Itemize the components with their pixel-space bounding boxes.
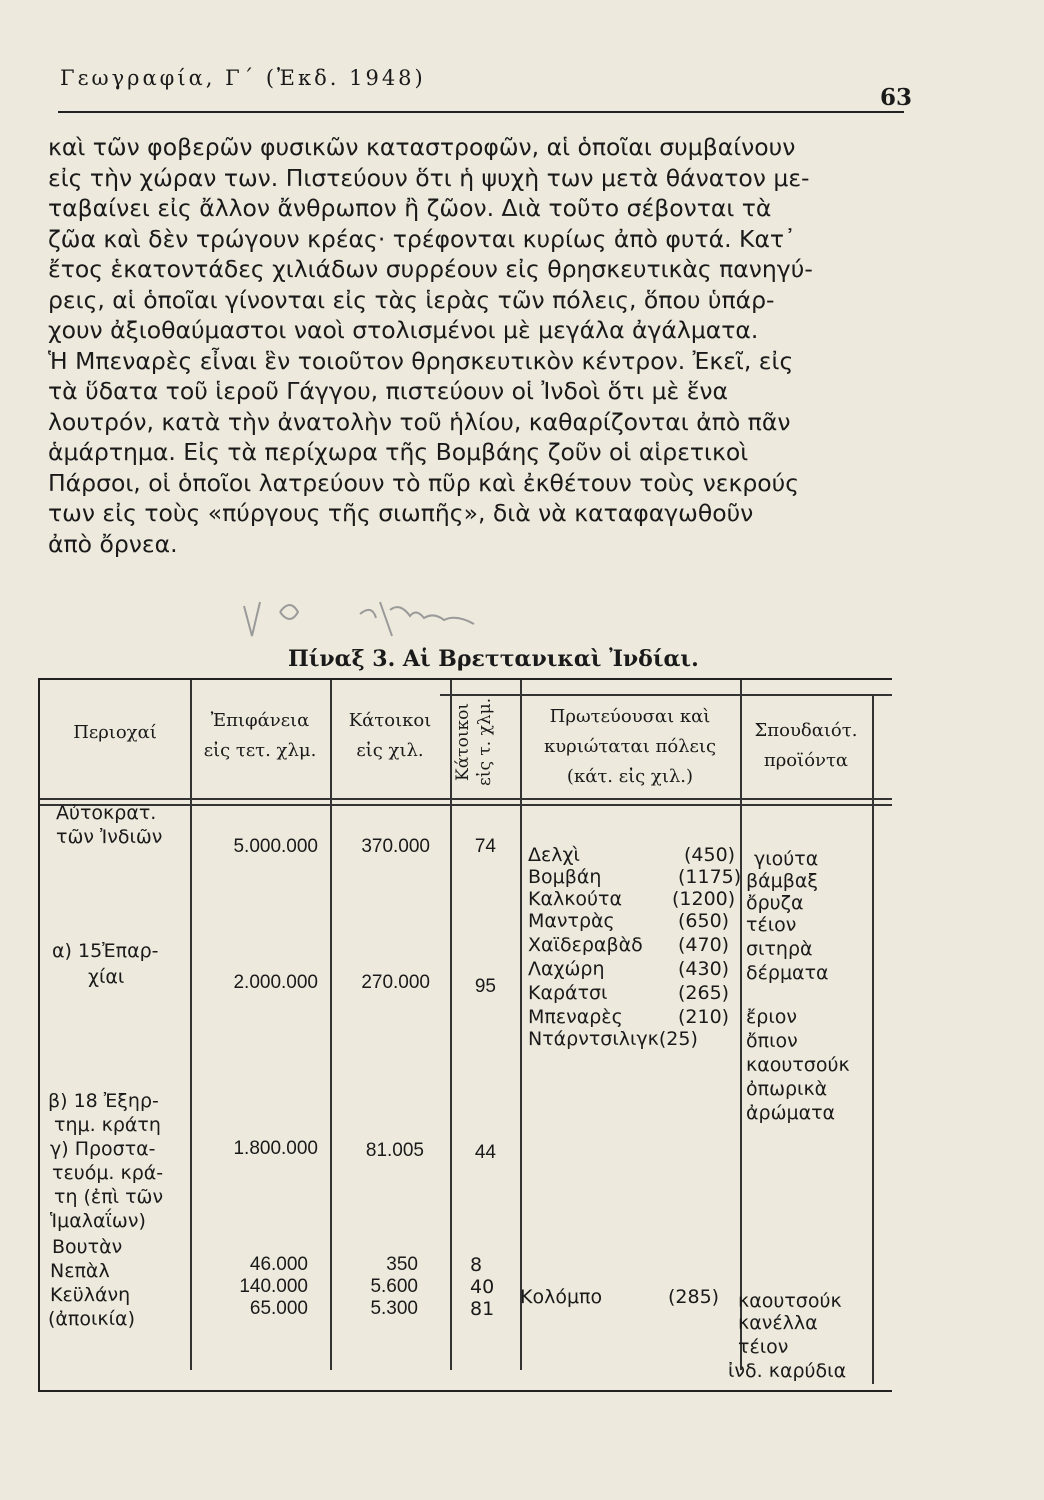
product-item: ὄρυζα [746, 892, 804, 914]
page-number: 63 [880, 84, 913, 111]
city-name: Ντάρντσιλιγκ [528, 1028, 659, 1050]
region-label: α) 15Ἐπαρ- [52, 940, 159, 962]
city-name: Βομβάη [528, 866, 602, 888]
city-population: (650) [678, 910, 730, 932]
region-label: τη (ἐπὶ τῶν [54, 1186, 164, 1208]
header-capitals-line2: κυριώταται πόλεις [543, 736, 717, 757]
city-population: (1175) [678, 866, 742, 888]
city-population: (25) [658, 1028, 698, 1050]
region-label: τευόμ. κρά- [52, 1162, 164, 1184]
header-bottom-rule [40, 798, 892, 800]
city-entry [528, 866, 742, 888]
city-name: Δελχὶ [528, 844, 580, 866]
density-value: 74 [474, 836, 496, 857]
product-item: ὀπωρικὰ [746, 1078, 828, 1100]
header-area [190, 706, 330, 766]
city-name: Λαχώρη [528, 958, 605, 980]
header-density: Κάτοικοι εἰς τ. χλμ. [453, 697, 495, 787]
product-item: βάμβαξ [746, 870, 818, 892]
header-area-line1: Ἐπιφάνεια [210, 710, 310, 731]
column-divider [740, 680, 742, 1370]
text-line: Πάρσοι, οἱ ὁποῖοι λατρεύουν τὸ πῦρ καὶ ἐκθέτουν τοὺς νεκρούς [48, 468, 800, 497]
text-line: εἰς τὴν χώραν των. Πιστεύουν ὅτι ἡ ψυχὴ των μετὰ θάνατον με- [48, 163, 810, 192]
population-value: 5.600 [370, 1276, 418, 1297]
product-item: καουτσούκ [738, 1290, 842, 1312]
text-line: ἀπὸ ὄρνεα. [48, 529, 178, 558]
city-name: Καλκούτα [528, 888, 623, 910]
city-population: (210) [678, 1006, 730, 1028]
city-entry [528, 888, 736, 910]
product-item: δέρματα [746, 962, 829, 984]
text-line: καὶ τῶν φοβερῶν φυσικῶν καταστροφῶν, αἱ ὁποῖαι συμβαίνουν [48, 133, 796, 161]
text-line: ζῶα καὶ δὲν τρώγουν κρέας· τρέφονται κυρίως ἀπὸ φυτά. Κατ᾽ [48, 224, 796, 253]
product-item: ἔριον [746, 1006, 797, 1028]
density-value: 81 [470, 1298, 495, 1320]
city-entry [520, 1286, 720, 1308]
city-population: (265) [678, 982, 730, 1004]
city-name: Μαντρὰς [528, 910, 615, 932]
region-label: τῶν Ἰνδιῶν [56, 826, 163, 848]
region-label: χίαι [88, 966, 125, 988]
text-line: τὰ ὕδατα τοῦ ἱεροῦ Γάγγου, πιστεύουν οἱ Ἰνδοὶ ὅτι μὲ ἕνα [48, 377, 729, 405]
text-line: ταβαίνει εἰς ἄλλον ἄνθρωπον ἢ ζῶον. Διὰ τοῦτο σέβονται τὰ [48, 194, 772, 222]
product-item: γιούτα [754, 848, 819, 870]
region-label: β) 18 Ἐξηρ- [48, 1090, 159, 1112]
table-caption: Πίναξ 3. Αἱ Βρεττανικαὶ Ἰνδίαι. [288, 646, 699, 672]
area-value: 65.000 [249, 1298, 308, 1319]
area-value: 5.000.000 [233, 836, 318, 857]
region-label: Ἱμαλαΐων) [50, 1210, 146, 1232]
header-population-line1: Κάτοικοι [348, 710, 432, 731]
city-name: Μπεναρὲς [528, 1006, 623, 1028]
text-line: των εἰς τοὺς «πύργους τῆς σιωπῆς», διὰ νὰ καταφαγωθοῦν [48, 499, 754, 527]
city-entry [528, 910, 730, 932]
header-population [330, 706, 450, 766]
region-label: Κεϋλάνη [50, 1284, 131, 1306]
header-top-rule [440, 694, 892, 696]
running-header: Γεωγραφία, Γ΄ (Ἐκδ. 1948) [60, 66, 426, 90]
product-item: ἰνδ. καρύδια [728, 1360, 847, 1382]
header-products-line2: προϊόντα [763, 750, 849, 771]
product-item: ἀρώματα [746, 1102, 836, 1124]
pencil-scribble-icon [240, 592, 540, 642]
header-area-line2: εἰς τετ. χλμ. [203, 740, 317, 761]
region-label: (ἀποικία) [48, 1308, 135, 1330]
header-capitals-line3: (κάτ. εἰς χιλ.) [566, 766, 694, 787]
header-rule [58, 111, 904, 113]
city-entry [528, 982, 730, 1004]
product-item: κανέλλα [738, 1312, 818, 1334]
region-label: τημ. κράτη [54, 1114, 161, 1136]
city-population: (430) [678, 958, 730, 980]
city-name: Καράτσι [528, 982, 608, 1004]
header-capitals-line1: Πρωτεύουσαι καὶ [549, 706, 711, 727]
city-entry [528, 844, 736, 866]
region-label: Βουτὰν [52, 1236, 123, 1258]
population-value: 370.000 [361, 836, 430, 857]
density-value: 95 [474, 976, 496, 997]
density-value: 40 [470, 1276, 495, 1298]
density-value: 8 [470, 1254, 483, 1276]
city-entry [528, 934, 730, 956]
city-population: (285) [668, 1286, 720, 1308]
city-entry [528, 958, 730, 980]
population-value: 5.300 [370, 1298, 418, 1319]
population-value: 270.000 [361, 972, 430, 993]
area-value: 140.000 [239, 1276, 308, 1297]
header-products-line1: Σπουδαιότ. [754, 720, 858, 741]
header-bottom-rule [40, 804, 892, 806]
region-label: Αὐτοκρατ. [56, 802, 157, 824]
area-value: 2.000.000 [233, 972, 318, 993]
text-line: ἁμάρτημα. Εἰς τὰ περίχωρα τῆς Βομβάης ζοῦν οἱ αἱρετικοὶ [48, 438, 749, 466]
area-value: 1.800.000 [233, 1138, 318, 1159]
text-line: ρεις, αἱ ὁποῖαι γίνονται εἰς τὰς ἱερὰς τῶν πόλεις, ὅπου ὑπάρ- [48, 285, 775, 314]
product-item: ὄπιον [746, 1030, 798, 1052]
city-population: (1200) [672, 888, 736, 910]
city-name: Κολόμπο [520, 1286, 603, 1308]
text-line: χουν ἀξιοθαύμαστοι ναοὶ στολισμένοι μὲ μεγάλα ἀγάλματα. [48, 316, 759, 344]
city-entry [528, 1028, 698, 1050]
city-name: Χαϊδεραβὰδ [528, 934, 643, 956]
text-line: Ἡ Μπεναρὲς εἶναι ἓν τοιοῦτον θρησκευτικὸν κέντρον. Ἐκεῖ, εἰς [48, 346, 794, 375]
product-item: τέιον [746, 914, 797, 936]
header-capitals [520, 702, 740, 792]
product-item: σιτηρὰ [746, 938, 813, 960]
region-label: γ) Προστα- [50, 1138, 156, 1160]
product-item: καουτσούκ [746, 1054, 850, 1076]
text-line: ἔτος ἑκατοντάδες χιλιάδων συρρέουν εἰς θρησκευτικὰς πανηγύ- [48, 255, 813, 283]
region-label: Νεπὰλ [50, 1260, 110, 1282]
header-products [740, 716, 872, 776]
city-population: (470) [678, 934, 730, 956]
data-table [38, 678, 892, 1392]
header-region: Περιοχαί [73, 722, 157, 743]
density-value: 44 [474, 1142, 496, 1163]
city-population: (450) [684, 844, 736, 866]
product-item: τέιον [738, 1336, 789, 1358]
city-entry [528, 1006, 730, 1028]
area-value: 46.000 [249, 1254, 308, 1275]
header-population-line2: εἰς χιλ. [356, 740, 424, 761]
body-paragraph [48, 132, 908, 559]
population-value: 350 [386, 1254, 418, 1275]
text-line: λουτρόν, κατὰ τὴν ἀνατολὴν τοῦ ἡλίου, καθαρίζονται ἀπὸ πᾶν [48, 407, 791, 436]
pencil-annotation [240, 592, 540, 651]
population-value: 81.005 [365, 1140, 424, 1161]
